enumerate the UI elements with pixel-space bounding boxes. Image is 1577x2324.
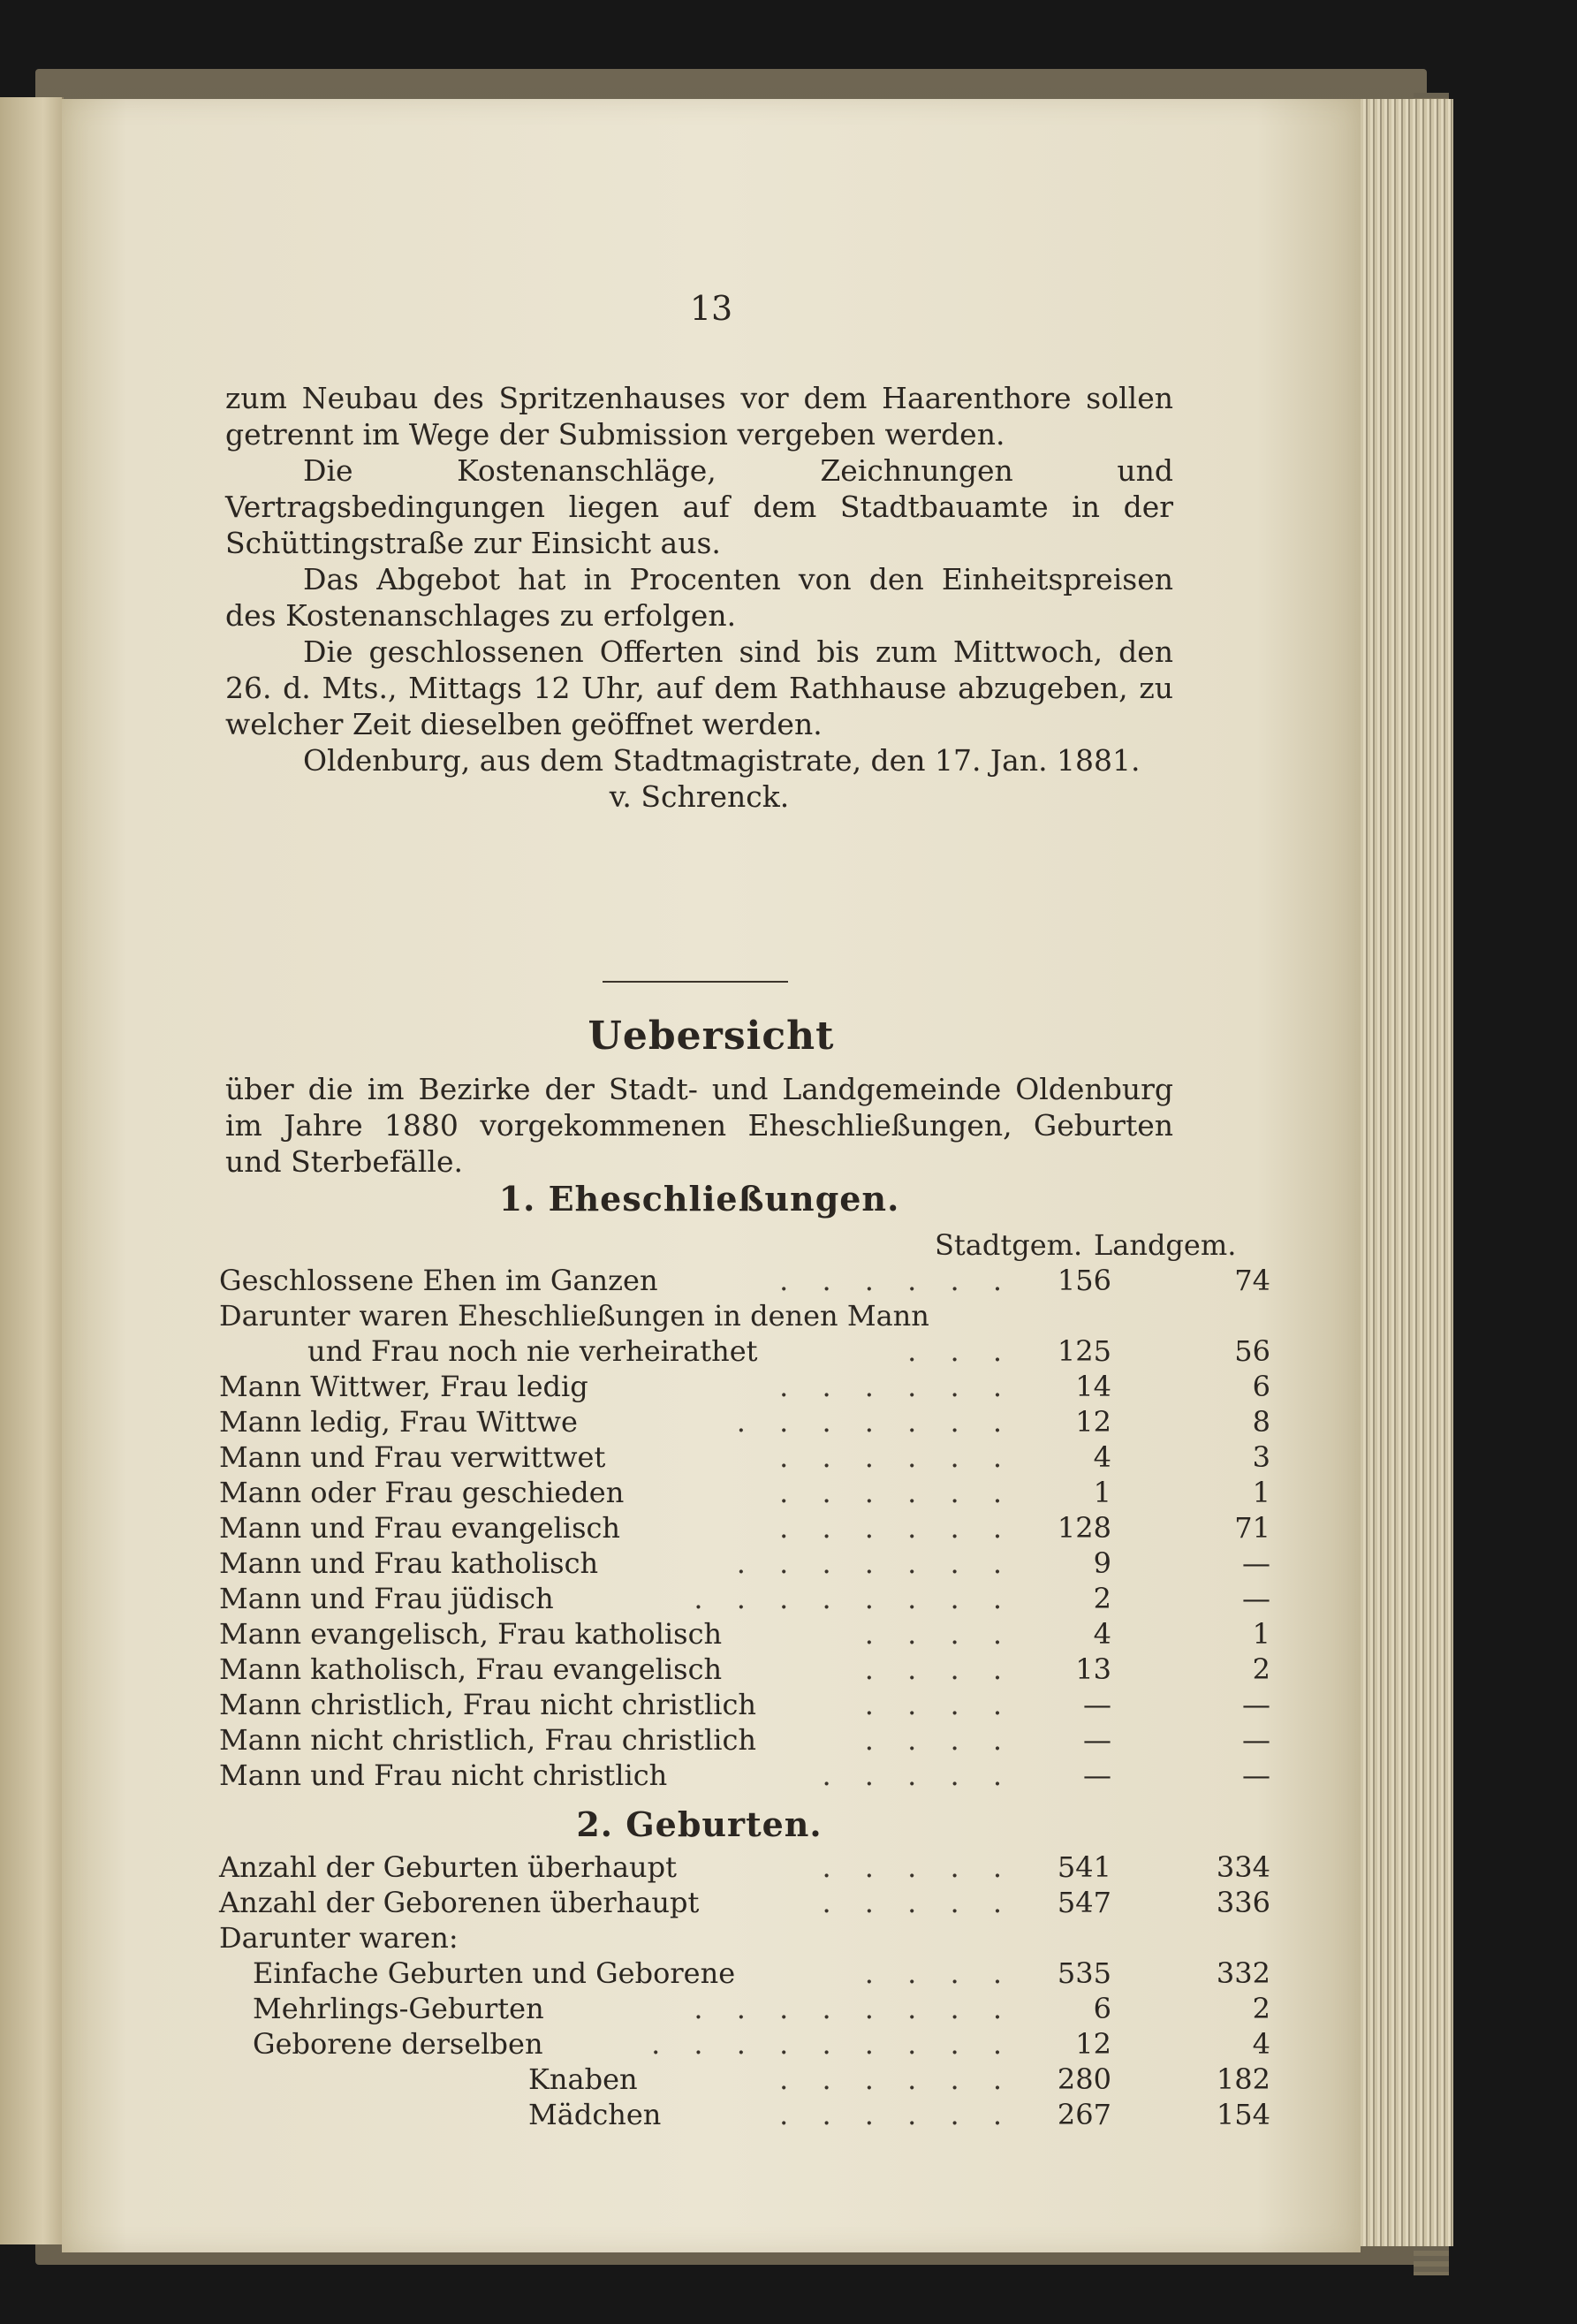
row-label: Mann und Frau verwittwet — [219, 1440, 606, 1474]
table-row — [219, 1921, 1182, 1956]
table-row — [219, 1850, 1270, 1886]
leader-dots: . . . . . . . — [736, 1546, 1014, 1580]
value-landgemeinde: — — [1242, 1758, 1270, 1792]
row-label: Mann nicht christlich, Frau christlich — [219, 1723, 757, 1757]
value-landgemeinde: — — [1242, 1546, 1270, 1580]
row-label: Mann christlich, Frau nicht christlich — [219, 1688, 757, 1721]
value-landgemeinde: 336 — [1216, 1886, 1270, 1919]
value-stadtgemeinde: 280 — [1057, 2062, 1111, 2096]
value-stadtgemeinde: 13 — [1075, 1652, 1111, 1686]
row-label: Darunter waren Eheschließungen in denen Mann — [219, 1299, 929, 1333]
value-landgemeinde: — — [1242, 1688, 1270, 1721]
value-stadtgemeinde: 14 — [1075, 1370, 1111, 1403]
births-table — [219, 1850, 1270, 2133]
leader-dots: . . . . . . . — [736, 1405, 1014, 1439]
leader-dots: . . . . . . . . — [694, 1992, 1014, 2025]
leader-dots: . . . . . . . . — [694, 1582, 1014, 1615]
table-row — [219, 2027, 1270, 2062]
leader-dots: . . . . . . — [779, 2098, 1014, 2131]
value-landgemeinde: 2 — [1252, 1652, 1270, 1686]
value-landgemeinde: 2 — [1252, 1992, 1270, 2025]
value-landgemeinde: 71 — [1234, 1511, 1270, 1545]
row-label: Knaben — [528, 2062, 638, 2096]
value-landgemeinde: 3 — [1252, 1440, 1270, 1474]
row-label: Einfache Geburten und Geborene — [253, 1956, 736, 1990]
value-stadtgemeinde: — — [1083, 1688, 1111, 1721]
value-stadtgemeinde: 535 — [1057, 1956, 1111, 1990]
leader-dots: . . . . . . — [779, 1440, 1014, 1474]
value-landgemeinde: 6 — [1252, 1370, 1270, 1403]
table-row — [219, 1546, 1270, 1582]
table-row — [219, 1370, 1270, 1405]
value-landgemeinde: 332 — [1216, 1956, 1270, 1990]
row-label: Geborene derselben — [253, 2027, 543, 2061]
value-stadtgemeinde: 541 — [1057, 1850, 1111, 1884]
notice-line-1: zum Neubau des Spritzenhauses vor dem Haarenthore sollen getrennt im Wege der Submission vergeben werden. — [225, 381, 1173, 452]
value-stadtgemeinde: 9 — [1093, 1546, 1111, 1580]
leader-dots: . . . . — [864, 1652, 1014, 1686]
row-label: und Frau noch nie verheirathet — [307, 1334, 758, 1368]
row-label: Mehrlings-Geburten — [253, 1992, 544, 2025]
value-stadtgemeinde: 267 — [1057, 2098, 1111, 2131]
table-row — [219, 1723, 1270, 1758]
value-stadtgemeinde: 6 — [1093, 1992, 1111, 2025]
value-landgemeinde: — — [1242, 1723, 1270, 1757]
value-landgemeinde: 154 — [1216, 2098, 1270, 2131]
value-landgemeinde: 74 — [1234, 1264, 1270, 1297]
page-number: 13 — [689, 289, 733, 328]
leader-dots: . . . . . . — [779, 1264, 1014, 1297]
row-label: Anzahl der Geborenen überhaupt — [219, 1886, 700, 1919]
value-landgemeinde: 1 — [1252, 1476, 1270, 1509]
leader-dots: . . . . . . — [779, 2062, 1014, 2096]
facing-page-edge — [0, 97, 64, 2244]
value-stadtgemeinde: — — [1083, 1758, 1111, 1792]
value-landgemeinde: 334 — [1216, 1850, 1270, 1884]
value-stadtgemeinde: 547 — [1057, 1886, 1111, 1919]
row-label: Mann und Frau katholisch — [219, 1546, 599, 1580]
leader-dots: . . . . — [864, 1956, 1014, 1990]
leader-dots: . . . . — [864, 1688, 1014, 1721]
table-row — [219, 1886, 1270, 1921]
marriages-table — [219, 1228, 1270, 1794]
section-marriages-heading: 1. Eheschließungen. — [498, 1179, 900, 1219]
row-label: Mann katholisch, Frau evangelisch — [219, 1652, 723, 1686]
notice-line-3: Das Abgebot hat in Procenten von den Einheitspreisen des Kostenanschlages zu erfolgen. — [225, 562, 1173, 633]
row-label: Mann und Frau nicht christlich — [219, 1758, 668, 1792]
value-landgemeinde: 1 — [1252, 1617, 1270, 1651]
notice-signature: v. Schrenck. — [609, 779, 790, 814]
value-stadtgemeinde: 4 — [1093, 1440, 1111, 1474]
table-row — [219, 1652, 1270, 1688]
value-landgemeinde: — — [1242, 1582, 1270, 1615]
table-row — [219, 1758, 1270, 1794]
table-row — [219, 1405, 1270, 1440]
row-label: Mann oder Frau geschieden — [219, 1476, 625, 1509]
table-row — [219, 1334, 1270, 1370]
notice-dateline: Oldenburg, aus dem Stadtmagistrate, den 17. Jan. 1881. — [303, 743, 1141, 778]
leader-dots: . . . . . . — [779, 1370, 1014, 1403]
row-label: Anzahl der Geburten überhaupt — [219, 1850, 677, 1884]
leader-dots: . . . . . — [822, 1758, 1014, 1792]
page-edges — [1356, 99, 1453, 2246]
births-rows — [219, 1850, 1270, 2133]
value-stadtgemeinde: 1 — [1093, 1476, 1111, 1509]
table-row — [219, 1476, 1270, 1511]
overview-title: Uebersicht — [588, 1014, 835, 1059]
section-births-heading: 2. Geburten. — [576, 1804, 823, 1844]
value-stadtgemeinde: 125 — [1057, 1334, 1111, 1368]
value-landgemeinde: 56 — [1234, 1334, 1270, 1368]
leader-dots: . . . . . . — [779, 1476, 1014, 1509]
value-stadtgemeinde: 4 — [1093, 1617, 1111, 1651]
row-label: Mann und Frau evangelisch — [219, 1511, 621, 1545]
table-row — [219, 1264, 1270, 1299]
value-landgemeinde: 4 — [1252, 2027, 1270, 2061]
table-header — [219, 1228, 1237, 1264]
table-row — [219, 1992, 1270, 2027]
value-stadtgemeinde: 2 — [1093, 1582, 1111, 1615]
column-header-stadt: Stadtgem. — [935, 1228, 1083, 1262]
leader-dots: . . . . . . — [779, 1511, 1014, 1545]
marriages-rows — [219, 1264, 1270, 1794]
table-row — [219, 1688, 1270, 1723]
row-label: Mann und Frau jüdisch — [219, 1582, 554, 1615]
row-label: Geschlossene Ehen im Ganzen — [219, 1264, 658, 1297]
notice-line-4: Die geschlossenen Offerten sind bis zum Mittwoch, den 26. d. Mts., Mittags 12 Uhr, auf dem Rathhause abzugeben, zu welcher Zeit dieselben geöffnet werden. — [225, 634, 1173, 741]
leader-dots: . . . — [907, 1334, 1014, 1368]
table-row — [219, 1299, 1182, 1334]
notice-line-2: Die Kostenanschläge, Zeichnungen und Vertragsbedingungen liegen auf dem Stadtbauamte in der Schüttingstraße zur Einsicht aus. — [225, 453, 1173, 560]
value-stadtgemeinde: 12 — [1075, 2027, 1111, 2061]
overview-subtitle-text: über die im Bezirke der Stadt- und Landgemeinde Oldenburg im Jahre 1880 vorgekommenen Eheschließungen, Geburten und Sterbefälle. — [225, 1072, 1173, 1179]
overview-subtitle — [225, 1071, 1173, 1180]
value-landgemeinde: 182 — [1216, 2062, 1270, 2096]
value-stadtgemeinde: 12 — [1075, 1405, 1111, 1439]
table-row — [219, 2062, 1270, 2098]
table-row — [219, 1511, 1270, 1546]
table-row — [219, 2098, 1270, 2133]
row-label: Mann evangelisch, Frau katholisch — [219, 1617, 723, 1651]
leader-dots: . . . . — [864, 1723, 1014, 1757]
value-stadtgemeinde: — — [1083, 1723, 1111, 1757]
leader-dots: . . . . . — [822, 1886, 1014, 1919]
table-row — [219, 1582, 1270, 1617]
leader-dots: . . . . . . . . . — [651, 2027, 1014, 2061]
column-header-land: Landgem. — [1094, 1228, 1237, 1262]
table-row — [219, 1617, 1270, 1652]
row-label: Mann Wittwer, Frau ledig — [219, 1370, 588, 1403]
value-landgemeinde: 8 — [1252, 1405, 1270, 1439]
separator-rule — [603, 981, 788, 983]
row-label: Mann ledig, Frau Wittwe — [219, 1405, 578, 1439]
row-label: Darunter waren: — [219, 1921, 459, 1955]
table-row — [219, 1440, 1270, 1476]
notice-text — [225, 380, 1173, 815]
value-stadtgemeinde: 156 — [1057, 1264, 1111, 1297]
book-page — [62, 99, 1361, 2252]
leader-dots: . . . . . — [822, 1850, 1014, 1884]
value-stadtgemeinde: 128 — [1057, 1511, 1111, 1545]
row-label: Mädchen — [528, 2098, 662, 2131]
table-row — [219, 1956, 1270, 1992]
leader-dots: . . . . — [864, 1617, 1014, 1651]
